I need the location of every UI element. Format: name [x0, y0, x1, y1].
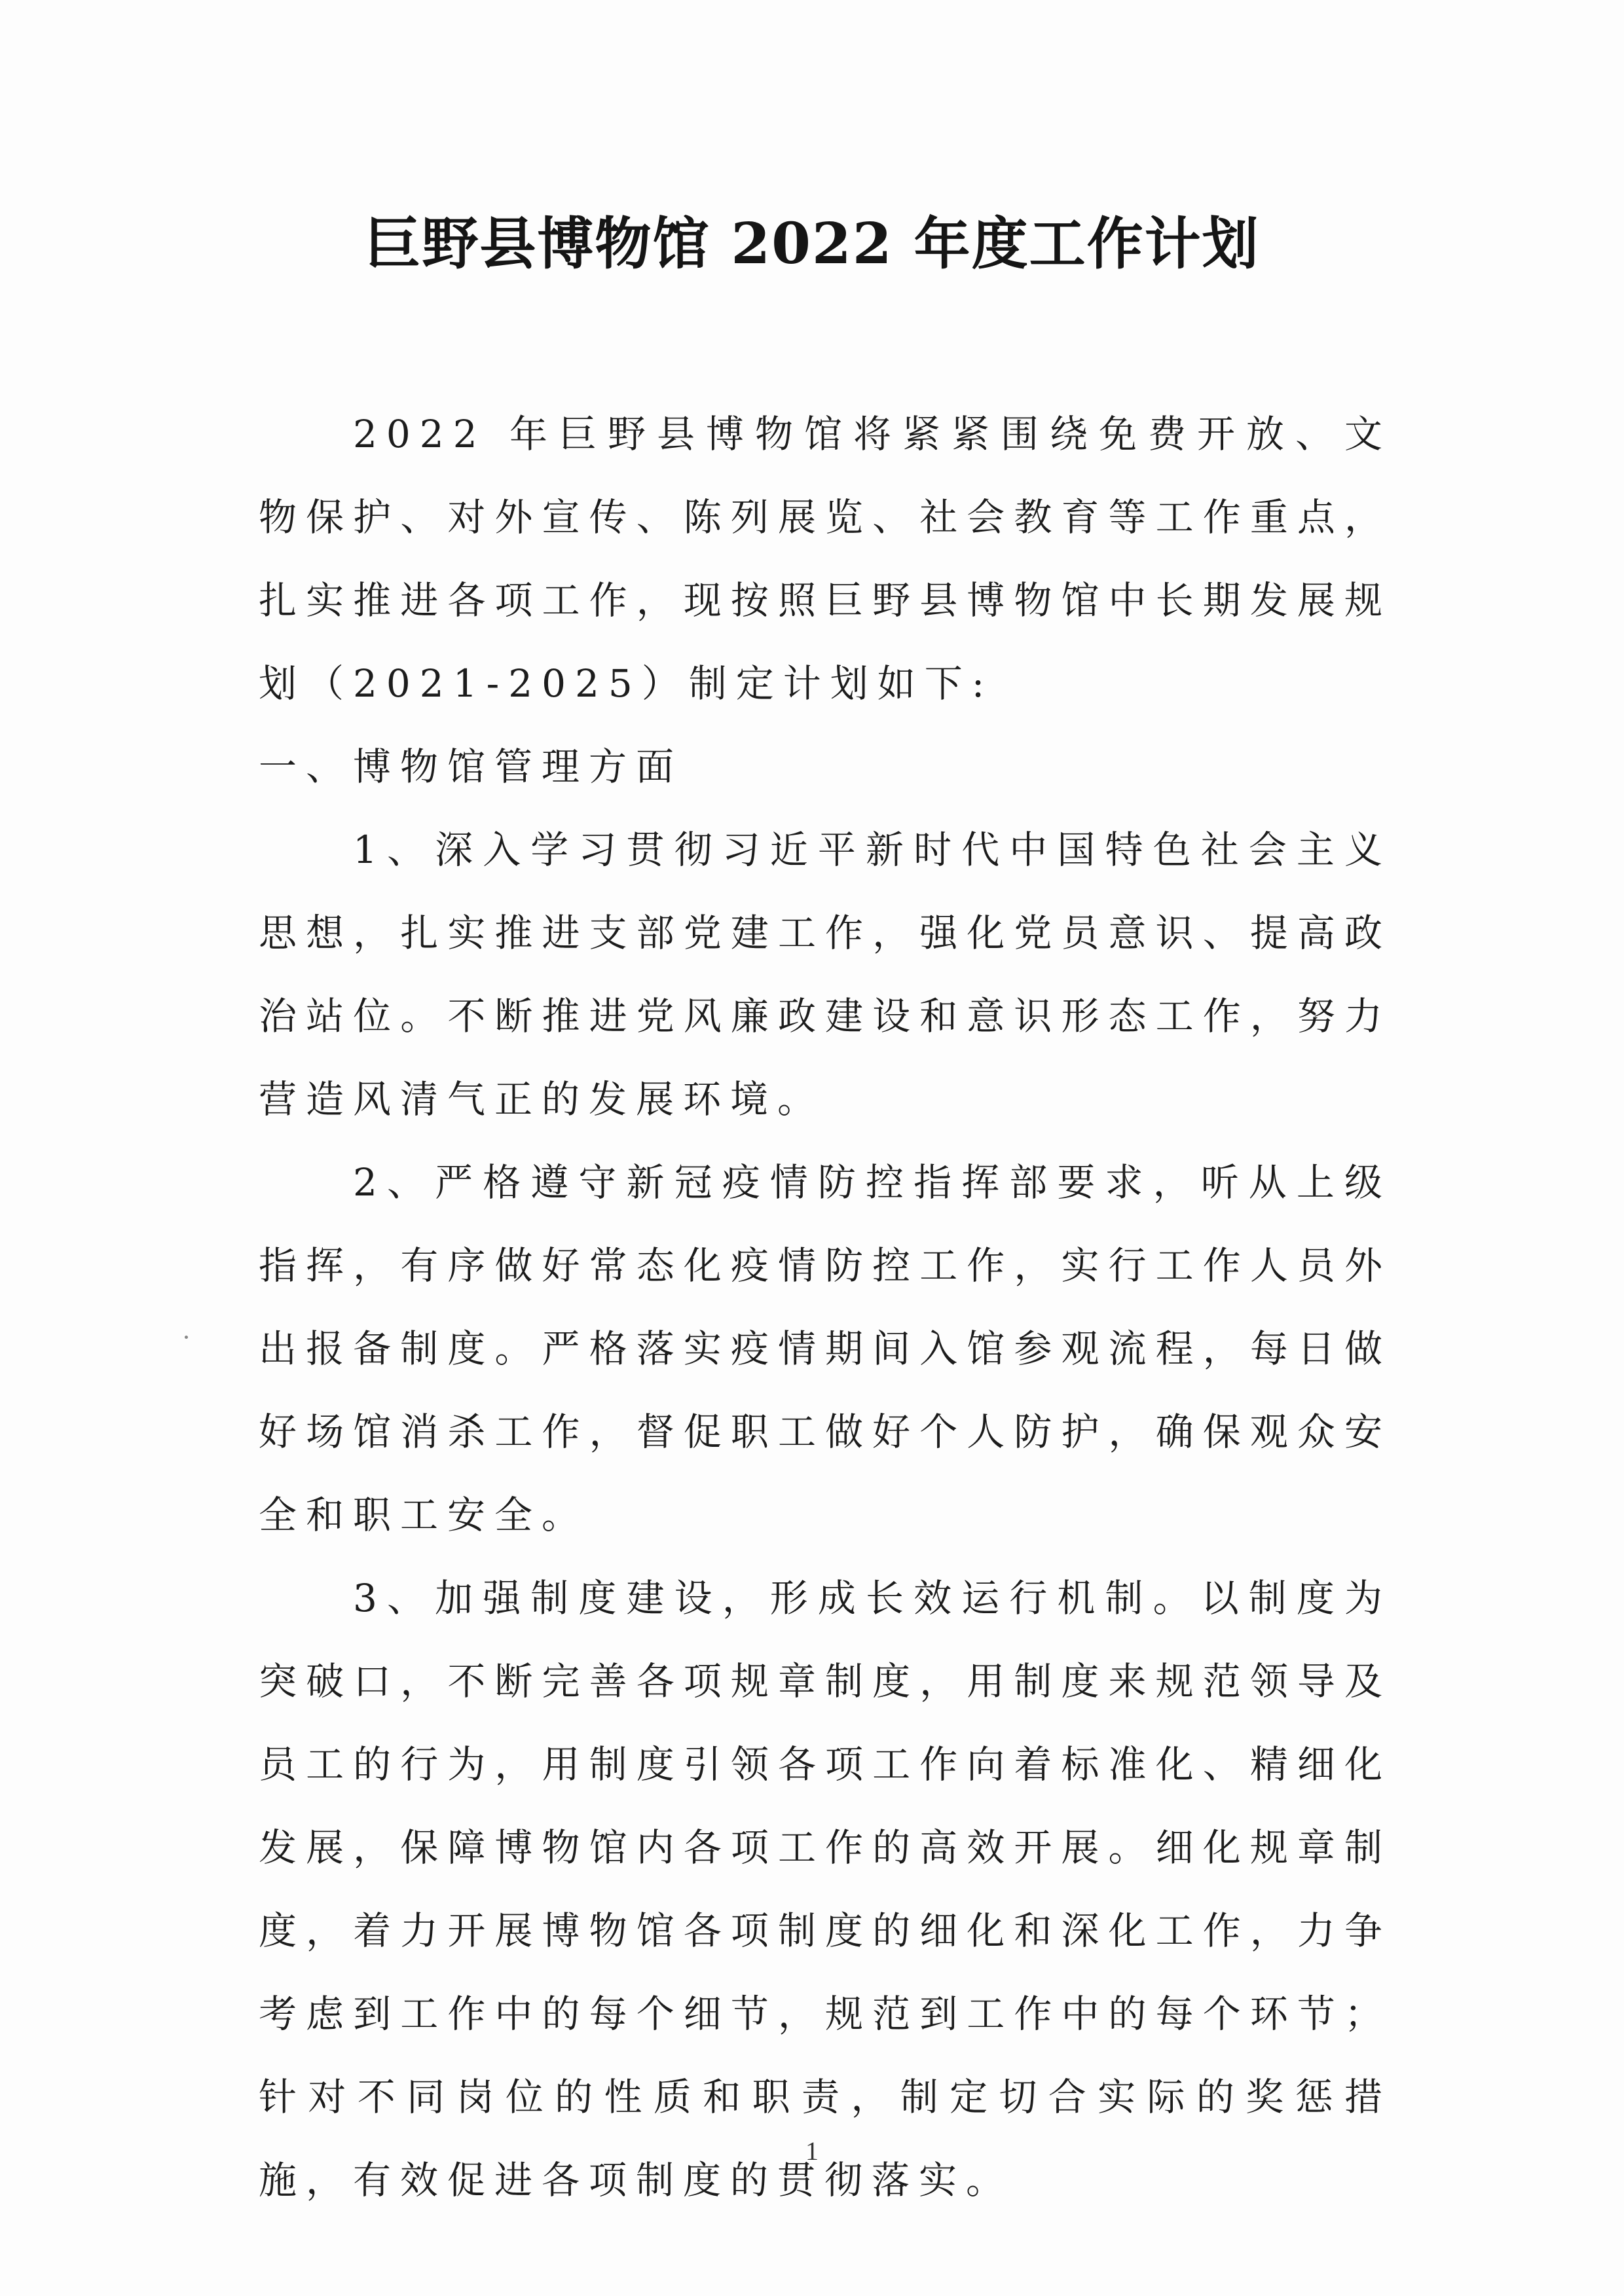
list-item: 3、加强制度建设，形成长效运行机制。以制度为突破口，不断完善各项规章制度，用制度来规范领导及员工的行为，用制度引领各项工作向着标准化、精细化发展，保障博物馆内各项工作的高效开展。细化规章制度，着力开展博物馆各项制度的细化和深化工作，力争考虑到工作中的每个细节，规范到工作中的每个环节；针对不同岗位的性质和职责，制定切合实际的奖惩措施，有效促进各项制度的贯彻落实。: [259, 1576, 1392, 2202]
section-heading: 一、博物馆管理方面: [259, 744, 684, 789]
intro-paragraph: 2022 年巨野县博物馆将紧紧围绕免费开放、文物保护、对外宣传、陈列展览、社会教育等工作重点，扎实推进各项工作，现按照巨野县博物馆中长期发展规划（2021-2025）制定计划如下:: [259, 412, 1392, 706]
list-item: 1、深入学习贯彻习近平新时代中国特色社会主义思想，扎实推进支部党建工作，强化党员意识、提高政治站位。不断推进党风廉政建设和意识形态工作，努力营造风清气正的发展环境。: [259, 828, 1392, 1121]
scan-speck: [185, 1336, 188, 1339]
page-number: 1: [805, 2136, 819, 2166]
list-item: 2、严格遵守新冠疫情防控指挥部要求，听从上级指挥，有序做好常态化疫情防控工作，实行工作人员外出报备制度。严格落实疫情期间入馆参观流程，每日做好场馆消杀工作，督促职工做好个人防护，确保观众安全和职工安全。: [259, 1160, 1392, 1537]
document-body: [259, 393, 1392, 2222]
document-title: 巨野县博物馆 2022 年度工作计划: [364, 211, 1260, 277]
